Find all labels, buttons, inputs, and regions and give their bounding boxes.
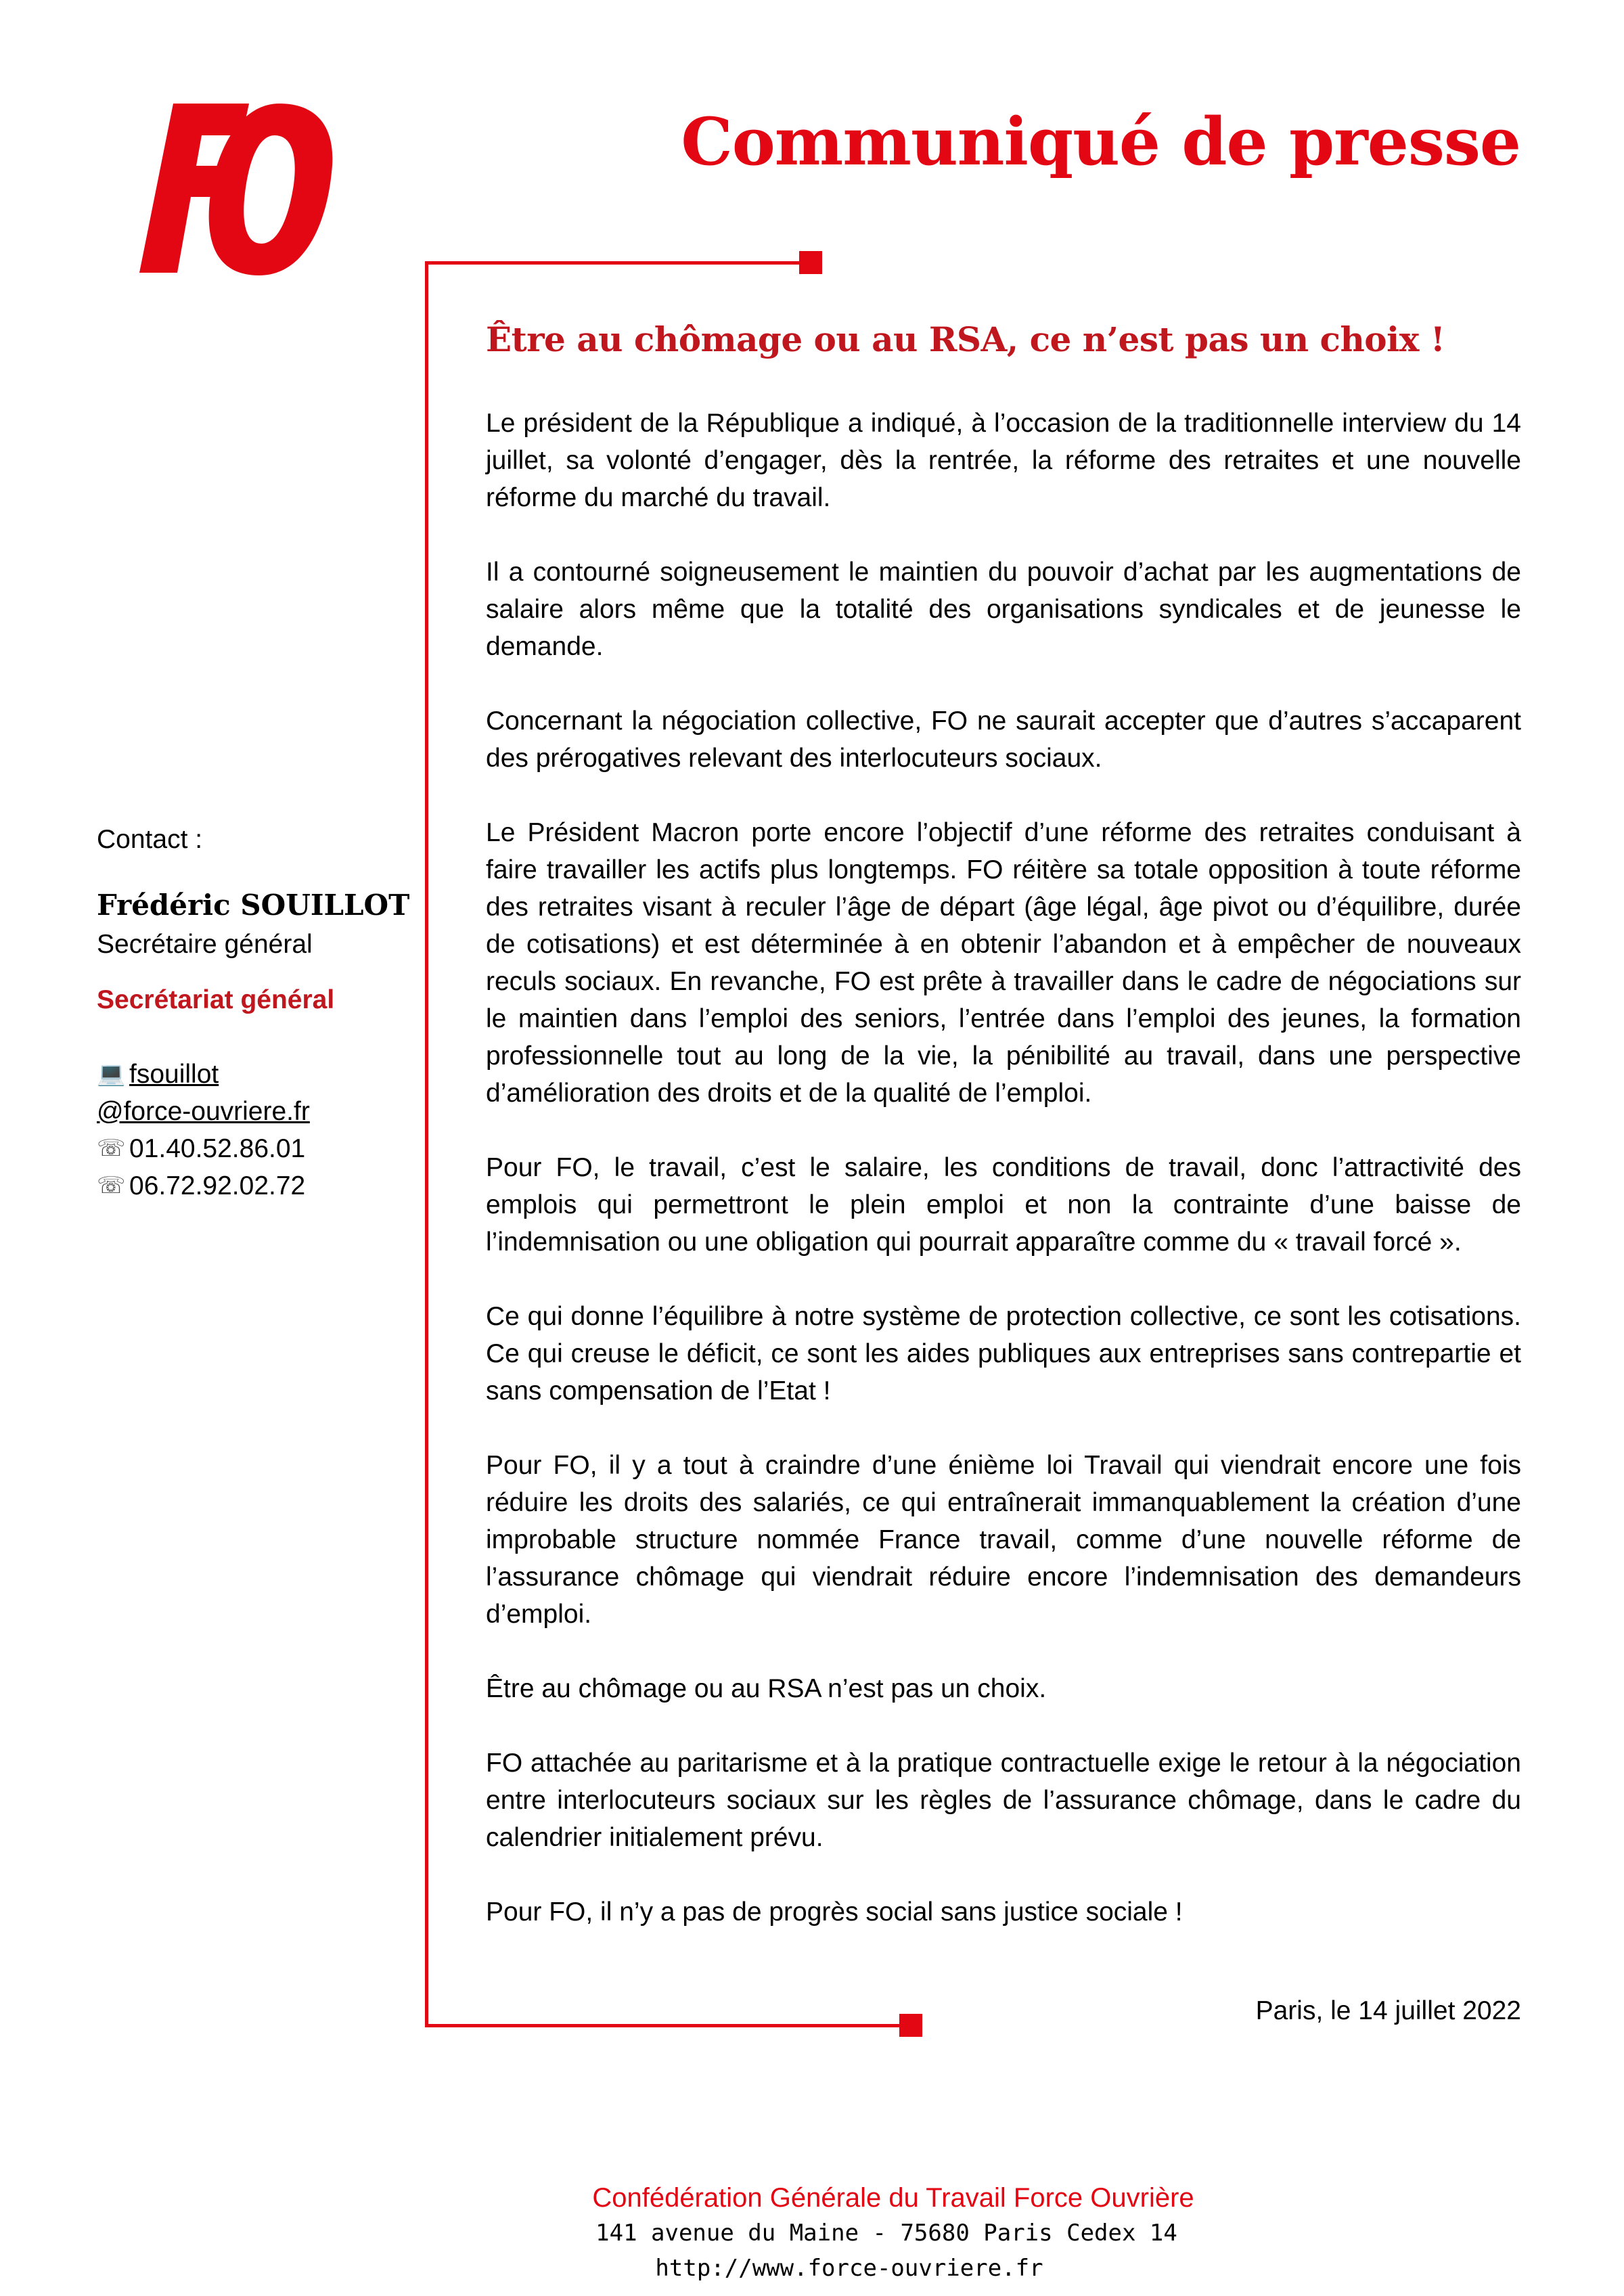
- contact-block: [97, 821, 435, 1205]
- telephone-icon: ☏: [97, 1135, 126, 1161]
- page-title: Communiqué de presse: [681, 104, 1520, 180]
- contact-label: Contact :: [97, 825, 203, 854]
- contact-name: Frédéric SOUILLOT: [97, 888, 410, 922]
- phone-1: 01.40.52.86.01: [129, 1134, 306, 1163]
- email-domain-link[interactable]: @force-ouvriere.fr: [97, 1097, 310, 1126]
- paragraph-10: Pour FO, il n’y a pas de progrès social sans justice sociale !: [486, 1897, 1183, 1927]
- headline: Être au chômage ou au RSA, ce n’est pas un choix !: [486, 319, 1445, 359]
- phone-2: 06.72.92.02.72: [129, 1171, 306, 1200]
- phone-row-1: [97, 1130, 435, 1167]
- paragraph-5: Pour FO, le travail, c’est le salaire, les conditions de travail, donc l’attractivité des emplois qui permettront le plein emploi et non la contrainte d’une baisse de l’indemnisation ou une obligation qui pourrait apparaître comme du « travail forcé ».: [486, 1153, 1521, 1257]
- footer-org: Confédération Générale du Travail Force Ouvrière: [592, 2183, 1194, 2213]
- email-row[interactable]: [97, 1056, 435, 1093]
- paragraph-1: Le président de la République a indiqué, à l’occasion de la traditionnelle interview du 14 juillet, sa volonté d’engager, dès la rentrée, la réforme des retraites et une nouvelle réforme du marché du travail.: [486, 409, 1521, 512]
- paragraph-6: Ce qui donne l’équilibre à notre système de protection collective, ce sont les cotisations. Ce qui creuse le déficit, ce sont les aides publiques aux entreprises sans contrepartie et sans compensation de l’Etat !: [486, 1302, 1521, 1405]
- press-body: [486, 405, 1521, 1968]
- frame-top-square: [799, 251, 822, 274]
- date-line: Paris, le 14 juillet 2022: [1255, 1996, 1521, 2025]
- contact-department: Secrétariat général: [97, 985, 335, 1014]
- paragraph-3: Concernant la négociation collective, FO ne saurait accepter que d’autres s’accaparent des prérogatives relevant des interlocuteurs sociaux.: [486, 706, 1521, 773]
- contact-role: Secrétaire général: [97, 930, 313, 959]
- email-user-link[interactable]: fsouillot: [129, 1060, 219, 1089]
- phone-row-2: [97, 1167, 435, 1205]
- laptop-icon: 💻: [97, 1061, 126, 1087]
- telephone-icon: ☏: [97, 1173, 126, 1198]
- paragraph-8: Être au chômage ou au RSA n’est pas un choix.: [486, 1674, 1047, 1703]
- fo-logo: [134, 98, 337, 277]
- frame-top-line: [425, 261, 804, 265]
- frame-bottom-line: [425, 2024, 904, 2027]
- paragraph-4: Le Président Macron porte encore l’objectif d’une réforme des retraites conduisant à faire travailler les actifs plus longtemps. FO réitère sa totale opposition à toute réforme des retraites visant à reculer l’âge de départ (âge légal, âge pivot ou d’équilibre, durée de cotisations) et est déterminée à en obtenir l’abandon et à empêcher de nouveaux reculs sociaux. En revanche, FO est prête à travailler dans le cadre de négociations sur le maintien dans l’emploi des seniors, l’entrée dans l’emploi des jeunes, la formation professionnelle tout au long de la vie, la pénibilité au travail, dans une perspective d’amélioration des droits et de la qualité de l’emploi.: [486, 818, 1521, 1108]
- frame-bottom-square: [899, 2014, 922, 2037]
- paragraph-2: Il a contourné soigneusement le maintien du pouvoir d’achat par les augmentations de salaire alors même que la totalité des organisations syndicales et de jeunesse le demande.: [486, 558, 1521, 661]
- footer-website[interactable]: http://www.force-ouvriere.fr: [655, 2255, 1043, 2282]
- footer: [0, 2180, 1624, 2286]
- paragraph-7: Pour FO, il y a tout à craindre d’une énième loi Travail qui viendrait encore une fois réduire les droits des salariés, ce qui entraînerait immanquablement la création d’une improbable structure nommée France travail, comme d’une nouvelle réforme de l’assurance chômage qui viendrait réduire encore l’indemnisation des demandeurs d’emploi.: [486, 1451, 1521, 1629]
- footer-address: 141 avenue du Maine - 75680 Paris Cedex 14: [595, 2220, 1177, 2247]
- paragraph-9: FO attachée au paritarisme et à la pratique contractuelle exige le retour à la négociation entre interlocuteurs sociaux sur les règles de l’assurance chômage, dans le cadre du calendrier initialement prévu.: [486, 1749, 1521, 1852]
